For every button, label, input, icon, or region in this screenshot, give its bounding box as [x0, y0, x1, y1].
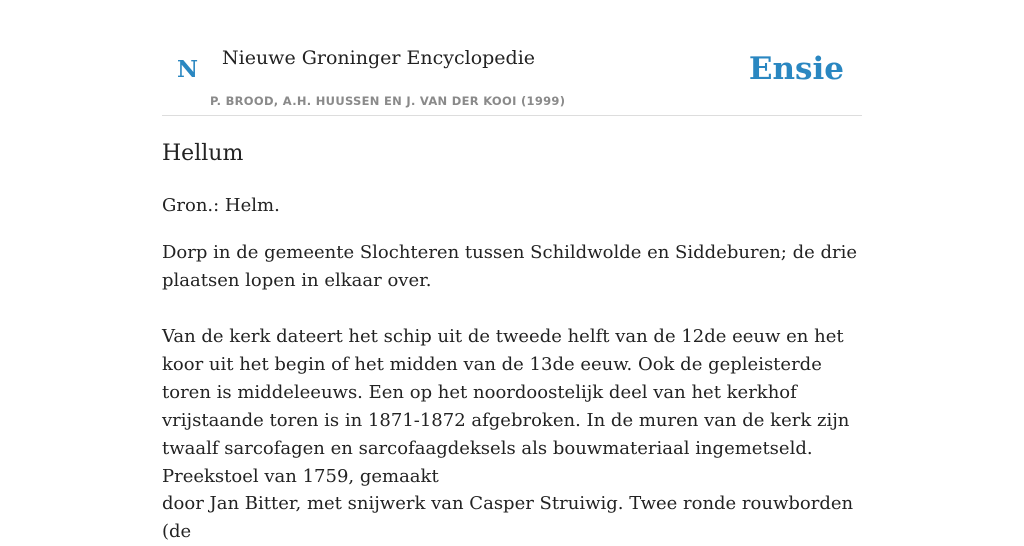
article-paragraph: Gron.: Helm.: [162, 195, 280, 216]
book-authors: P. BROOD, A.H. HUUSSEN EN J. VAN DER KOOI (1999): [210, 94, 566, 108]
article-paragraph: Van de kerk dateert het schip uit de tweede helft van de 12de eeuw en het koor uit het begin of het midden van de 13de eeuw. Ook de gepleisterde toren is middeleeuws. Een op het noordoostelijk deel van het kerkhof vrijstaande toren is in 1871-1872 afgebroken. In de muren van de kerk zijn twaalf sarcofagen en sarcofaagdeksels als bouwmateriaal ingemetseld. Preekstoel van 1759, gemaakt: [162, 326, 850, 487]
article-title: Hellum: [162, 141, 244, 166]
book-header: [162, 0, 862, 116]
book-title-link[interactable]: Nieuwe Groninger Encyclopedie: [222, 47, 536, 69]
ensie-logo-link[interactable]: Ensie: [748, 51, 844, 87]
article-paragraph: Dorp in de gemeente Slochteren tussen Schildwolde en Siddeburen; de drie plaatsen lopen in elkaar over.: [162, 242, 858, 291]
article-paragraph: door Jan Bitter, met snijwerk van Casper Struiwig. Twee ronde rouwborden (de: [162, 493, 854, 542]
book-logo-letter[interactable]: N: [177, 56, 199, 83]
